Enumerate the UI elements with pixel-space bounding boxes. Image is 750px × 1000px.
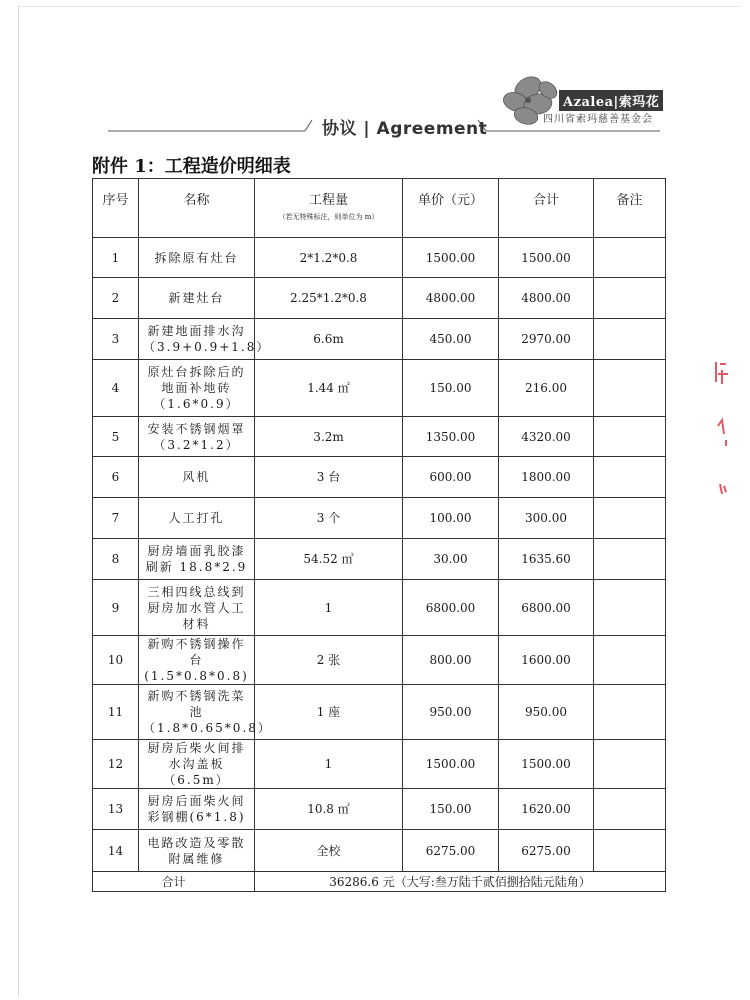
table-row (93, 498, 666, 539)
row-unit-price: 450.00 (403, 319, 499, 360)
row-quantity: 2*1.2*0.8 (255, 238, 403, 278)
table-row (93, 417, 666, 457)
row-no: 1 (93, 238, 139, 278)
row-no: 4 (93, 360, 139, 417)
row-total: 6800.00 (499, 580, 594, 636)
row-no: 3 (93, 319, 139, 360)
row-name: 新建地面排水沟（3.9+0.9+1.8） (139, 319, 255, 360)
row-name: 安装不锈钢烟罩（3.2*1.2） (139, 417, 255, 457)
row-unit-price: 1350.00 (403, 417, 499, 457)
row-remark (594, 278, 666, 319)
row-quantity: 3.2m (255, 417, 403, 457)
logo-text: Azalea|索玛花 (559, 90, 663, 111)
row-name: 电路改造及零散附属维修 (139, 830, 255, 872)
row-no: 8 (93, 539, 139, 580)
row-total: 4800.00 (499, 278, 594, 319)
row-quantity: 1 (255, 740, 403, 789)
header-quantity-note: （若无特殊标注，则单位为 m） (278, 213, 379, 221)
row-no: 7 (93, 498, 139, 539)
footer-label: 合计 (93, 872, 255, 892)
row-name: 拆除原有灶台 (139, 238, 255, 278)
table-row (93, 238, 666, 278)
row-remark (594, 789, 666, 830)
row-total: 1800.00 (499, 457, 594, 498)
row-total: 2970.00 (499, 319, 594, 360)
row-unit-price: 6800.00 (403, 580, 499, 636)
row-quantity: 3 台 (255, 457, 403, 498)
row-quantity: 2 张 (255, 636, 403, 685)
row-no: 5 (93, 417, 139, 457)
row-total: 4320.00 (499, 417, 594, 457)
row-quantity: 6.6m (255, 319, 403, 360)
footer-value: 36286.6 元（大写:叁万陆千贰佰捌拾陆元陆角） (255, 872, 666, 892)
table-row (93, 319, 666, 360)
row-remark (594, 417, 666, 457)
table-header-row (93, 179, 666, 238)
row-no: 12 (93, 740, 139, 789)
row-quantity: 2.25*1.2*0.8 (255, 278, 403, 319)
row-unit-price: 1500.00 (403, 740, 499, 789)
table-row (93, 740, 666, 789)
table-row (93, 457, 666, 498)
table-row (93, 360, 666, 417)
row-total: 1635.60 (499, 539, 594, 580)
row-quantity: 全校 (255, 830, 403, 872)
row-total: 6275.00 (499, 830, 594, 872)
row-unit-price: 950.00 (403, 685, 499, 740)
row-unit-price: 4800.00 (403, 278, 499, 319)
header-remark: 备注 (594, 179, 666, 238)
header-name: 名称 (139, 179, 255, 238)
table-row (93, 278, 666, 319)
row-no: 2 (93, 278, 139, 319)
row-total: 950.00 (499, 685, 594, 740)
row-unit-price: 800.00 (403, 636, 499, 685)
header-quantity (255, 179, 403, 238)
row-remark (594, 740, 666, 789)
row-total: 300.00 (499, 498, 594, 539)
row-remark (594, 319, 666, 360)
row-total: 1500.00 (499, 740, 594, 789)
row-unit-price: 30.00 (403, 539, 499, 580)
row-no: 11 (93, 685, 139, 740)
header-unit-price: 单价（元） (403, 179, 499, 238)
row-remark (594, 685, 666, 740)
row-unit-price: 150.00 (403, 789, 499, 830)
row-name: 原灶台拆除后的地面补地砖（1.6*0.9） (139, 360, 255, 417)
logo-subtitle: 四川省索玛慈善基金会 (543, 114, 653, 125)
table-row (93, 685, 666, 740)
row-unit-price: 1500.00 (403, 238, 499, 278)
row-remark (594, 360, 666, 417)
row-name: 新建灶台 (139, 278, 255, 319)
row-unit-price: 600.00 (403, 457, 499, 498)
table-row (93, 830, 666, 872)
row-no: 6 (93, 457, 139, 498)
header-quantity-label: 工程量 (308, 193, 348, 208)
row-no: 9 (93, 580, 139, 636)
table-row (93, 636, 666, 685)
row-name: 新购不锈钢洗菜池（1.8*0.65*0.8） (139, 685, 255, 740)
row-no: 13 (93, 789, 139, 830)
row-remark (594, 830, 666, 872)
row-quantity: 54.52 ㎡ (255, 539, 403, 580)
row-total: 216.00 (499, 360, 594, 417)
row-unit-price: 150.00 (403, 360, 499, 417)
row-name: 厨房后柴火间排水沟盖板（6.5m） (139, 740, 255, 789)
row-remark (594, 457, 666, 498)
row-unit-price: 100.00 (403, 498, 499, 539)
row-quantity: 10.8 ㎡ (255, 789, 403, 830)
row-name: 厨房墙面乳胶漆刷新 18.8*2.9 (139, 539, 255, 580)
table-row (93, 580, 666, 636)
row-remark (594, 539, 666, 580)
row-quantity: 1 座 (255, 685, 403, 740)
row-quantity: 3 个 (255, 498, 403, 539)
header-total: 合计 (499, 179, 594, 238)
row-total: 1600.00 (499, 636, 594, 685)
row-unit-price: 6275.00 (403, 830, 499, 872)
row-remark (594, 498, 666, 539)
agreement-title: 协议 | Agreement (322, 119, 488, 139)
row-remark (594, 580, 666, 636)
row-remark (594, 636, 666, 685)
row-name: 新购不锈钢操作台(1.5*0.8*0.8) (139, 636, 255, 685)
cost-detail-table (92, 178, 666, 892)
row-name: 人工打孔 (139, 498, 255, 539)
stamp-fragment-icon (712, 360, 732, 500)
row-remark (594, 238, 666, 278)
row-name: 风机 (139, 457, 255, 498)
table-row (93, 539, 666, 580)
row-quantity: 1 (255, 580, 403, 636)
attachment-title: 附件 1：工程造价明细表 (92, 156, 291, 177)
row-quantity: 1.44 ㎡ (255, 360, 403, 417)
table-row (93, 789, 666, 830)
row-total: 1500.00 (499, 238, 594, 278)
table-footer-row (93, 872, 666, 892)
row-name: 厨房后面柴火间彩钢棚(6*1.8) (139, 789, 255, 830)
row-total: 1620.00 (499, 789, 594, 830)
row-name: 三相四线总线到厨房加水管人工材料 (139, 580, 255, 636)
row-no: 14 (93, 830, 139, 872)
row-no: 10 (93, 636, 139, 685)
header-no: 序号 (93, 179, 139, 238)
